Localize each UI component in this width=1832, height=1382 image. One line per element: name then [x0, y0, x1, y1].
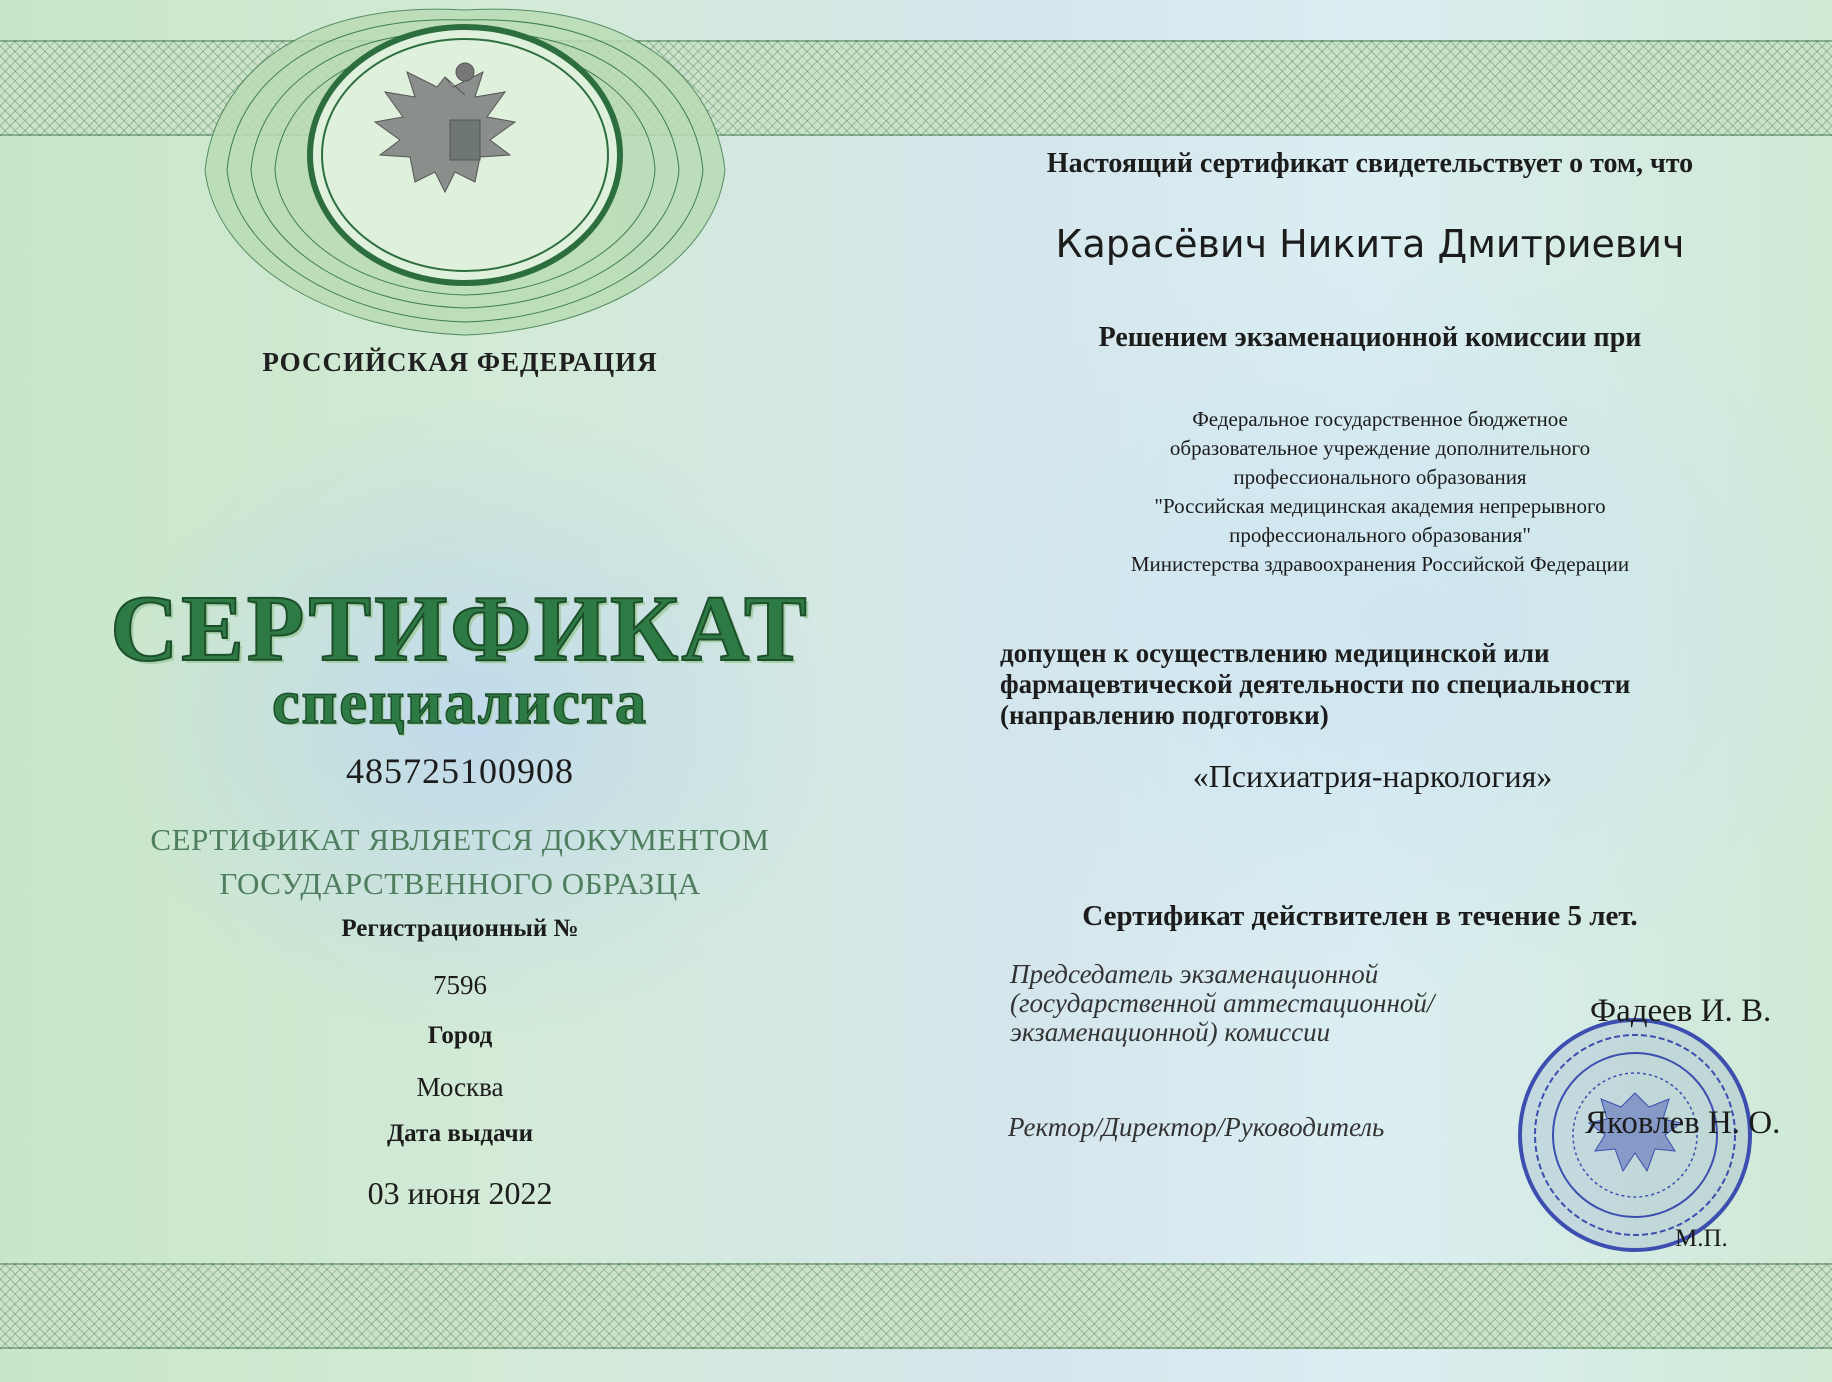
admission-line-1: допущен к осуществлению медицинской или [1000, 638, 1550, 668]
organization-block [1000, 405, 1760, 579]
organization-line: Федеральное государственное бюджетное [1192, 407, 1568, 431]
registration-label: Регистрационный № [341, 915, 579, 942]
certificate-number: 485725100908 [346, 751, 574, 791]
admission-text [1000, 638, 1745, 731]
chair-role-line: (государственной аттестационной/ [1010, 988, 1435, 1018]
chair-role-line: экзаменационной) комиссии [1010, 1017, 1331, 1047]
seal-place-mark: М.П. [1675, 1225, 1728, 1252]
chair-name: Фадеев И. В. [1590, 993, 1772, 1029]
country-name: РОССИЙСКАЯ ФЕДЕРАЦИЯ [262, 347, 658, 377]
chair-role-line: Председатель экзаменационной [1010, 959, 1379, 989]
rector-name: Яковлев Н. О. [1585, 1105, 1781, 1141]
organization-line: профессионального образования" [1229, 523, 1531, 547]
organization-line: Министерства здравоохранения Российской Федерации [1130, 552, 1630, 576]
issue-date-label: Дата выдачи [386, 1120, 534, 1147]
chair-role [1010, 960, 1570, 1047]
decision-text: Решением экзаменационной комиссии при [1098, 322, 1642, 353]
city-label: Город [427, 1022, 493, 1049]
certificate-title: СЕРТИФИКАТ [110, 577, 810, 681]
admission-line-2: фармацевтической деятельности по специальности [1000, 669, 1631, 699]
registration-number: 7596 [433, 970, 487, 1000]
state-document-line-1: СЕРТИФИКАТ ЯВЛЯЕТСЯ ДОКУМЕНТОМ [150, 822, 770, 857]
admission-line-3: (направлению подготовки) [1000, 700, 1329, 730]
issue-date-value: 03 июня 2022 [367, 1175, 553, 1211]
state-document-notice [90, 818, 830, 906]
organization-line: "Российская медицинская академия непрерывного [1154, 494, 1606, 518]
organization-line: образовательное учреждение дополнительного [1169, 436, 1591, 460]
certificate-header: Настоящий сертификат свидетельствует о том, что [1046, 148, 1694, 179]
holder-name: Карасёвич Никита Дмитриевич [1055, 222, 1685, 266]
state-document-line-2: ГОСУДАРСТВЕННОГО ОБРАЗЦА [219, 866, 701, 901]
rector-role: Ректор/Директор/Руководитель [1008, 1112, 1385, 1142]
state-emblem-rosette [175, 0, 755, 340]
validity-text: Сертификат действителен в течение 5 лет. [1082, 900, 1638, 932]
city-value: Москва [416, 1072, 504, 1102]
specialty-name: «Психиатрия-наркология» [1192, 758, 1553, 794]
certificate-subtitle: специалиста [272, 669, 648, 737]
organization-line: профессионального образования [1233, 465, 1527, 489]
guilloche-band-bottom [0, 1263, 1832, 1349]
